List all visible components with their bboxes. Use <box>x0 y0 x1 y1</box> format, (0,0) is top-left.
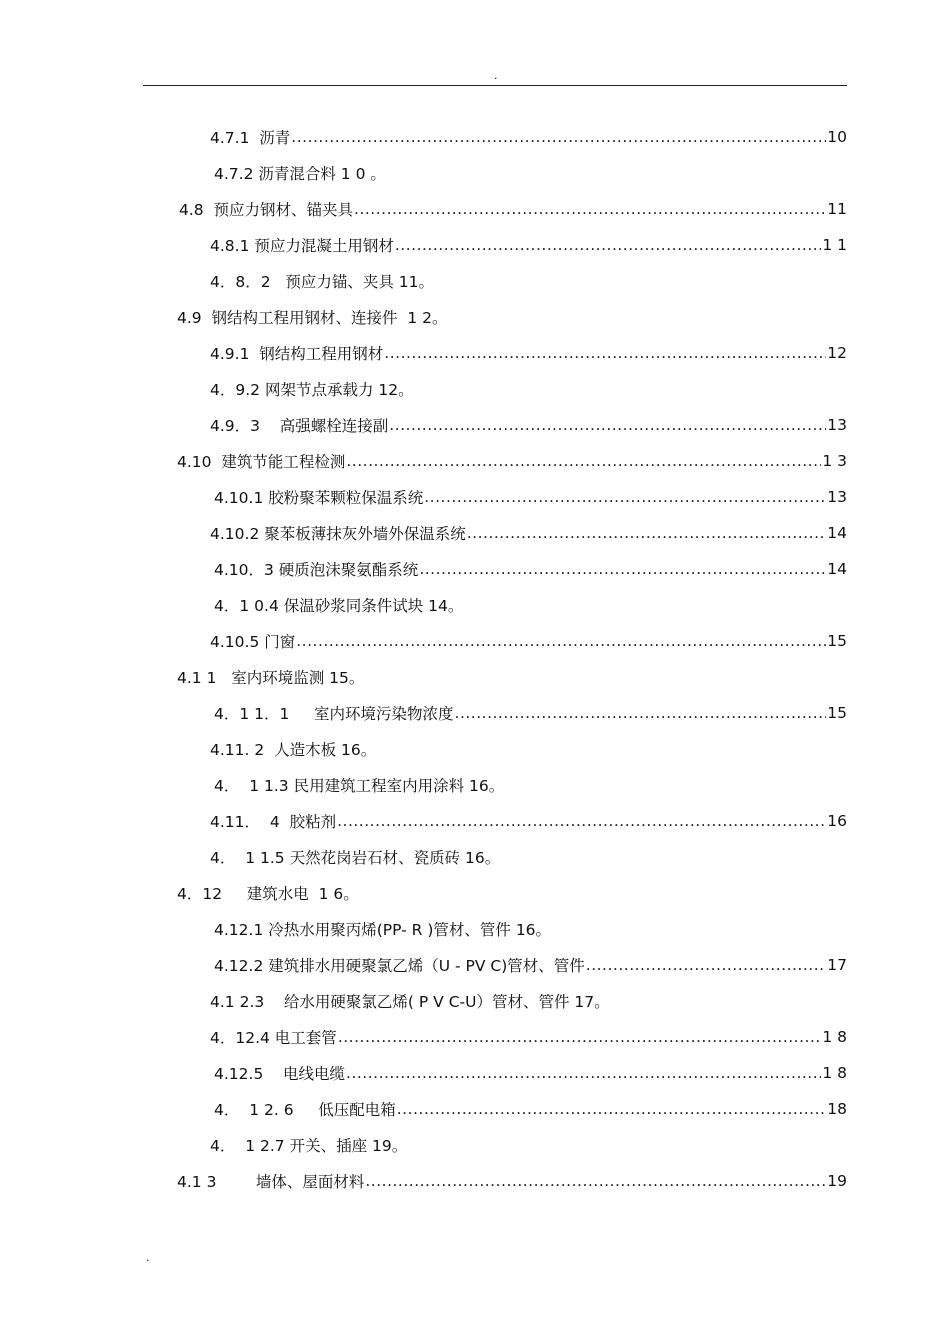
toc-dot-leader <box>455 704 827 722</box>
toc-entry-label: 4.9．3 高强螺栓连接副 <box>210 417 389 435</box>
toc-page-number: 1 1 <box>822 236 847 254</box>
toc-entry-label: 4.1 1 室内环境监测 15｡ <box>177 669 357 687</box>
toc-entry-label: 4.10.2 聚苯板薄抹灰外墙外保温系统 <box>210 525 466 543</box>
toc-dot-leader <box>354 200 826 218</box>
toc-entry[interactable] <box>214 767 496 803</box>
toc-entry[interactable] <box>210 1127 399 1163</box>
toc-dot-leader <box>296 632 826 650</box>
toc-page-number: 1 8 <box>822 1028 847 1046</box>
toc-entry-label: 4.7.2 沥青混合料 1 0 ｡ <box>214 165 379 183</box>
header-mark: . <box>494 69 498 82</box>
toc-entry-label: 4.10.1 胶粉聚苯颗粒保温系统 <box>214 489 424 507</box>
toc-dot-leader <box>384 344 826 362</box>
toc-page-number: 19 <box>827 1172 847 1190</box>
toc-entry-label: 4.1 3 墙体、屋面材料 <box>177 1173 365 1191</box>
toc-entry-label: 4.9 钢结构工程用钢材、连接件 1 2｡ <box>177 309 440 327</box>
toc-entry[interactable] <box>214 911 543 947</box>
toc-entry-label: 4.8 预应力钢材、锚夹具 <box>179 201 354 219</box>
toc-dot-leader <box>346 1064 821 1082</box>
toc-page-number: 14 <box>827 560 847 578</box>
toc-entry[interactable] <box>210 119 847 155</box>
toc-entry[interactable] <box>210 515 847 551</box>
toc-dot-leader <box>365 1172 826 1190</box>
toc-entry-label: 4.12.5 电线电缆 <box>214 1065 346 1083</box>
toc-page-number: 1 8 <box>822 1064 847 1082</box>
toc-entry[interactable] <box>177 1163 847 1199</box>
toc-dot-leader <box>424 488 826 506</box>
toc-entry[interactable] <box>179 191 847 227</box>
toc-entry-label: 4．9.2 网架节点承载力 12｡ <box>210 381 406 399</box>
toc-entry-label: 4.10.5 门窗 <box>210 633 296 651</box>
toc-entry-label: 4.12.1 冷热水用聚丙烯(PP- R )管材、管件 16｡ <box>214 921 544 939</box>
toc-entry[interactable] <box>214 1055 847 1091</box>
toc-entry-label: 4.1 2.3 给水用硬聚氯乙烯( P V C-U）管材、管件 17｡ <box>210 993 602 1011</box>
toc-entry[interactable] <box>214 587 456 623</box>
toc-entry-label: 4.10．3 硬质泡沫聚氨酯系统 <box>214 561 419 579</box>
header-rule <box>143 85 847 86</box>
toc-entry[interactable] <box>210 263 426 299</box>
toc-entry-label: 4． 1 1.3 民用建筑工程室内用涂料 16｡ <box>214 777 497 795</box>
toc-entry-label: 4.10 建筑节能工程检测 <box>177 453 346 471</box>
toc-page-number: 15 <box>827 704 847 722</box>
toc-page-number: 1 3 <box>822 452 847 470</box>
toc-entry[interactable] <box>210 227 847 263</box>
toc-entry-label: 4．8．2 预应力锚、夹具 11｡ <box>210 273 427 291</box>
toc-dot-leader <box>291 128 826 146</box>
toc-entry[interactable] <box>210 803 847 839</box>
toc-page-number: 17 <box>827 956 847 974</box>
toc-entry-label: 4.11. 2 人造木板 16｡ <box>210 741 369 759</box>
toc-page-number: 16 <box>827 812 847 830</box>
toc-page-number: 12 <box>827 344 847 362</box>
toc-page-number: 13 <box>827 488 847 506</box>
toc-entry[interactable] <box>214 155 378 191</box>
toc-entry-label: 4.12.2 建筑排水用硬聚氯乙烯（U - PV C)管材、管件 <box>214 957 585 975</box>
toc-dot-leader <box>337 812 826 830</box>
toc-entry[interactable] <box>177 299 440 335</box>
toc-entry[interactable] <box>214 479 847 515</box>
toc-page-number: 10 <box>827 128 847 146</box>
toc-dot-leader <box>346 452 821 470</box>
toc-dot-leader <box>389 416 826 434</box>
toc-entry-label: 4.8.1 预应力混凝土用钢材 <box>210 237 394 255</box>
toc-dot-leader <box>338 1028 822 1046</box>
toc-entry[interactable] <box>177 443 847 479</box>
toc-entry-label: 4．12 建筑水电 1 6｡ <box>177 885 351 903</box>
toc-dot-leader <box>586 956 826 974</box>
toc-entry-label: 4．12.4 电工套管 <box>210 1029 337 1047</box>
toc-page-number: 18 <box>827 1100 847 1118</box>
toc-page-number: 14 <box>827 524 847 542</box>
toc-dot-leader <box>395 236 821 254</box>
toc-page-number: 11 <box>827 200 847 218</box>
toc-entry[interactable] <box>210 335 847 371</box>
toc-entry-label: 4． 1 2.7 开关、插座 19｡ <box>210 1137 400 1155</box>
toc-page-number: 15 <box>827 632 847 650</box>
toc-entry[interactable] <box>210 839 492 875</box>
footer-mark: . <box>146 1251 150 1264</box>
toc-entry[interactable] <box>210 983 602 1019</box>
toc-entry[interactable] <box>214 947 847 983</box>
toc-entry-label: 4． 1 2. 6 低压配电箱 <box>214 1101 396 1119</box>
toc-entry[interactable] <box>210 407 847 443</box>
toc-dot-leader <box>419 560 826 578</box>
toc-dot-leader <box>467 524 827 542</box>
toc-entry[interactable] <box>214 695 847 731</box>
toc-entry[interactable] <box>210 731 368 767</box>
toc-entry[interactable] <box>177 659 357 695</box>
toc-entry[interactable] <box>210 371 406 407</box>
toc-entry[interactable] <box>210 1019 847 1055</box>
toc-entry[interactable] <box>214 551 847 587</box>
toc-entry-label: 4.11． 4 胶粘剂 <box>210 813 337 831</box>
toc-entry[interactable] <box>177 875 351 911</box>
toc-entry-label: 4．1 1．1 室内环境污染物浓度 <box>214 705 454 723</box>
toc-entry-label: 4.9.1 钢结构工程用钢材 <box>210 345 384 363</box>
toc-page-number: 13 <box>827 416 847 434</box>
toc-entry-label: 4.7.1 沥青 <box>210 129 291 147</box>
toc-dot-leader <box>397 1100 827 1118</box>
toc-entry[interactable] <box>214 1091 847 1127</box>
toc-entry-label: 4． 1 1.5 天然花岗岩石材、瓷质砖 16｡ <box>210 849 493 867</box>
toc-entry[interactable] <box>210 623 847 659</box>
toc-entry-label: 4．1 0.4 保温砂浆同条件试块 14｡ <box>214 597 456 615</box>
